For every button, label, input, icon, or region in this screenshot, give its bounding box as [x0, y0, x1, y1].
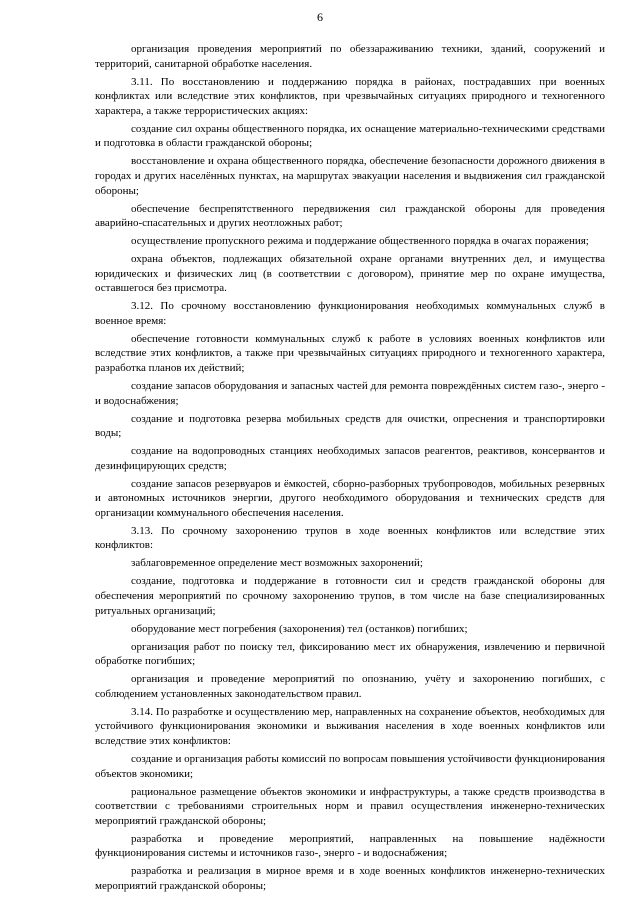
- paragraph: создание запасов оборудования и запасных частей для ремонта повреждённых систем газо-, энерго - и водоснабжения;: [95, 379, 605, 407]
- paragraph: осуществление пропускного режима и поддержание общественного порядка в очагах поражения;: [131, 235, 589, 248]
- paragraph: создание и организация работы комиссий по вопросам повышения устойчивости функционирования объектов экономики;: [95, 752, 605, 780]
- paragraph: обеспечение готовности коммунальных служб к работе в условиях военных конфликтов или вследствие этих конфликтов, а также при чрезвычайных ситуациях природного и техногенного характера, разработка планов их действий;: [95, 332, 605, 374]
- paragraph: создание сил охраны общественного порядка, их оснащение материально-техническими средствами и подготовка в области гражданской обороны;: [95, 122, 605, 150]
- page-number: 6: [317, 10, 323, 24]
- paragraph: рациональное размещение объектов экономики и инфраструктуры, а также средств производства в соответствии с требованиями строительных норм и правил осуществления инженерно-технических мероприятий гражданской обороны;: [95, 785, 605, 827]
- section-heading-3-12: 3.12. По срочному восстановлению функционирования необходимых коммунальных служб в военное время:: [95, 300, 605, 327]
- paragraph: разработка и реализация в мирное время и в ходе военных конфликтов инженерно-технических мероприятий гражданской обороны;: [95, 865, 605, 892]
- section-heading-3-13: 3.13. По срочному захоронению трупов в ходе военных конфликтов или вследствие этих конфликтов:: [95, 524, 605, 552]
- paragraph: создание и подготовка резерва мобильных средств для очистки, опреснения и транспортировки воды;: [95, 412, 605, 440]
- section-heading-3-14: 3.14. По разработке и осуществлению мер, направленных на сохранение объектов, необходимых для устойчивого функционирования экономики и выживания населения в ходе военных конфликтов или вследствие этих конфликтов:: [95, 705, 605, 747]
- paragraph: охрана объектов, подлежащих обязательной охране органами внутренних дел, и имущества юридических и физических лиц (в соответствии с договором), принятие мер по охране имущества, оставшегося без присмотра.: [95, 253, 605, 295]
- section-heading-3-11: 3.11. По восстановлению и поддержанию порядка в районах, пострадавших при военных конфликтах или вследствие этих конфликтов, при чрезвычайных ситуациях природного и техногенного характера, а также террористических акциях:: [95, 75, 605, 117]
- paragraph: заблаговременное определение мест возможных захоронений;: [131, 557, 423, 570]
- paragraph: восстановление и охрана общественного порядка, обеспечение безопасности дорожного движения в городах и других населённых пунктах, на маршрутах эвакуации населения и выдвижения сил гражданской обороны;: [95, 155, 605, 197]
- paragraph: создание запасов резервуаров и ёмкостей, сборно-разборных трубопроводов, мобильных резервных и автономных источников энергии, другого необходимого оборудования и технических средств для организации коммунального обеспечения населения.: [95, 477, 605, 519]
- document-body: [95, 42, 605, 897]
- paragraph: создание на водопроводных станциях необходимых запасов реагентов, реактивов, консервантов и дезинфицирующих средств;: [95, 445, 605, 472]
- paragraph: разработка и проведение мероприятий, направленных на повышение надёжности функционирования системы и источников газо-, энерго - и водоснабжения;: [95, 832, 605, 860]
- paragraph: оборудование мест погребения (захоронения) тел (останков) погибших;: [131, 622, 468, 635]
- paragraph: организация проведения мероприятий по обеззараживанию техники, зданий, сооружений и территорий, санитарной обработке населения.: [95, 43, 605, 70]
- paragraph: обеспечение беспрепятственного передвижения сил гражданской обороны для проведения аварийно-спасательных и других неотложных работ;: [95, 202, 605, 230]
- paragraph: организация и проведение мероприятий по опознанию, учёту и захоронению погибших, с соблюдением установленных законодательством правил.: [95, 673, 605, 700]
- paragraph: создание, подготовка и поддержание в готовности сил и средств гражданской обороны для обеспечения мероприятий по срочному захоронению трупов, в том числе на базе специализированных ритуальных организаций;: [95, 575, 605, 617]
- paragraph: организация работ по поиску тел, фиксированию мест их обнаружения, извлечению и первичной обработке погибших;: [95, 640, 605, 668]
